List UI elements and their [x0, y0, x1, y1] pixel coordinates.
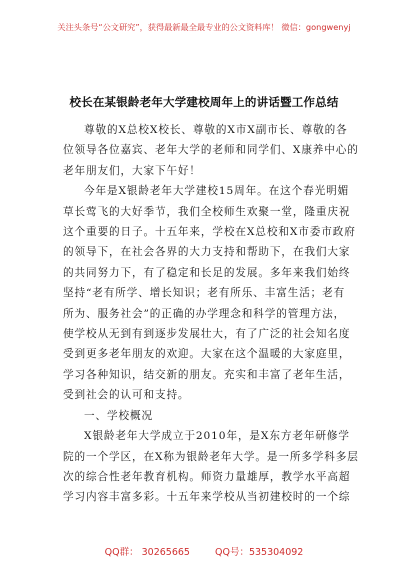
document-body [63, 120, 359, 508]
footer-qq-group: QQ群： 30265665 [104, 547, 190, 558]
body-line: 今年是X银龄老年大学建校15周年。在这个春光明媚 [84, 185, 350, 198]
header-promo-note: 关注头条号“公文研究”，获得最新最全最专业的公文资料库！ 微信：gongwenyj [57, 22, 351, 32]
body-line: 所为、服务社会”的正确的办学理念和科学的管理方法， [63, 307, 346, 320]
body-line: 使学校从无到有到逐步发展壮大，有了广泛的社会知名度 [63, 328, 351, 341]
body-line: 尊敬的X总校X校长、尊敬的X市X副市长、尊敬的各 [84, 124, 348, 136]
body-line: 学习内容丰富多彩。十五年来学校从当初建校时的一个综 [63, 491, 351, 504]
body-line: 位领导各位嘉宾、老年大学的老师和同学们、X康养中心的 [63, 144, 359, 157]
footer-contact [0, 544, 408, 558]
body-line: 受到更多老年朋友的欢迎。大家在这个温暖的大家庭里， [63, 348, 351, 361]
body-line: 的共同努力下，有了稳定和长足的发展。多年来我们始终 [63, 266, 351, 279]
footer-qq-number: QQ号：535304092 [215, 547, 304, 558]
document-title: 校长在某银龄老年大学建校周年上的讲话暨工作总结 [69, 95, 339, 109]
body-line: 的领导下，在社会各界的大力支持和帮助下，在我们大家 [63, 246, 351, 259]
body-line: 院的一个学区，在X称为银龄老年大学。是一所多学科多层 [63, 450, 359, 463]
section-heading: 一、学校概况 [84, 409, 153, 422]
body-line: X银龄老年大学成立于2010年，是X东方老年研修学 [84, 430, 350, 443]
body-line: 学习各种知识，结交新的朋友。充实和丰富了老年生活， [63, 368, 351, 381]
body-line: 坚持“老有所学、增长知识；老有所乐、丰富生活；老有 [63, 287, 346, 300]
body-line: 次的综合性老年教育机构。师资力量雄厚，教学水平高超 [63, 470, 351, 483]
body-line: 老年朋友们，大家下午好！ [63, 164, 201, 177]
body-line: 这个重要的日子。十五年来，学校在X总校和X市委市政府 [63, 226, 356, 239]
body-line: 草长莺飞的大好季节，我们全校师生欢聚一堂，隆重庆祝 [63, 205, 351, 218]
body-line: 受到社会的认可和支持。 [63, 389, 190, 402]
